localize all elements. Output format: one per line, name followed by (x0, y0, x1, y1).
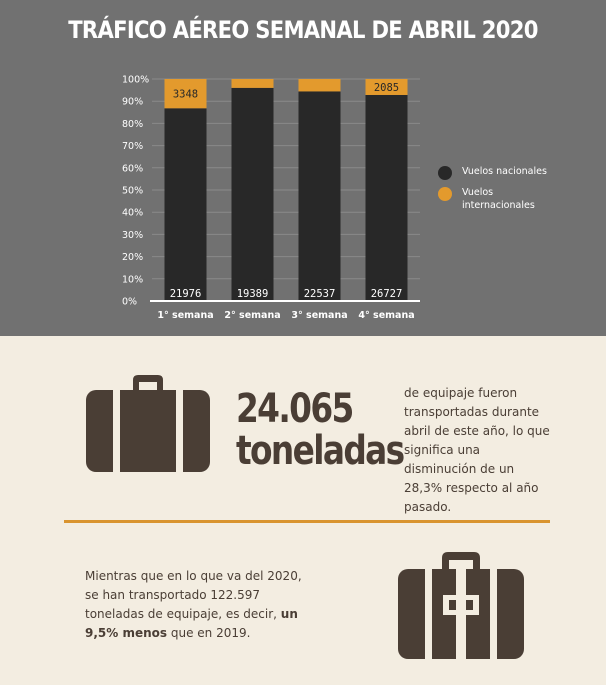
x-tick-label: 2° semana (224, 310, 281, 321)
y-tick-label: 100% (122, 74, 150, 86)
note-text-b: que en 2019. (167, 626, 251, 640)
legend-label: Vuelos internacionales (462, 187, 535, 211)
y-tick-label: 80% (122, 118, 144, 130)
y-tick-label: 40% (122, 207, 144, 219)
note-text-a: Mientras que en lo que va del 2020, se han transportado 122.597 toneladas de equipaje, es decir, (85, 569, 302, 621)
legend-item (438, 186, 588, 212)
data-label-nacionales: 19389 (236, 288, 269, 300)
y-tick-label: 0% (122, 296, 138, 308)
summary-note (85, 567, 305, 643)
x-tick-label: 4° semana (358, 310, 415, 321)
bar-vuelos-internacionales (232, 79, 274, 88)
note-text-bold: un 9,5% menos (85, 607, 298, 640)
suitcase-icon (86, 372, 210, 472)
chart-title: TRÁFICO AÉREO SEMANAL DE ABRIL 2020 (68, 16, 538, 44)
y-tick-label: 60% (122, 163, 144, 175)
y-tick-label: 10% (122, 274, 144, 286)
x-tick-label: 1° semana (157, 310, 214, 321)
chart-legend (438, 165, 588, 220)
bar-vuelos-internacionales (299, 79, 341, 91)
data-label-nacionales: 26727 (370, 288, 403, 300)
stat-value: 24.065 (236, 386, 353, 432)
bar-vuelos-nacionales (232, 88, 274, 301)
bar-vuelos-nacionales (299, 91, 341, 301)
y-tick-label: 70% (122, 141, 144, 153)
data-label-nacionales: 21976 (169, 288, 202, 300)
y-tick-label: 50% (122, 185, 144, 197)
stat-description: de equipaje fueron transportadas durante abril de este año, lo que significa una disminución de un 28,3% respecto al año pasado. (404, 386, 550, 514)
divider (64, 520, 550, 523)
stat-unit: toneladas (236, 428, 404, 474)
legend-item (438, 165, 588, 178)
legend-swatch (438, 187, 452, 201)
legend-label: Vuelos nacionales (462, 166, 547, 177)
data-label-internacionales: 2085 (373, 81, 400, 94)
data-label-nacionales: 22537 (303, 288, 336, 300)
x-tick-label: 3° semana (291, 310, 348, 321)
legend-swatch (438, 166, 452, 180)
bar-vuelos-nacionales (165, 108, 207, 301)
y-tick-label: 90% (122, 96, 144, 108)
suitcase-buckle-icon (398, 549, 524, 659)
bar-vuelos-nacionales (366, 95, 408, 301)
y-tick-label: 20% (122, 252, 144, 264)
y-tick-label: 30% (122, 229, 144, 241)
data-label-internacionales: 3348 (172, 88, 199, 101)
